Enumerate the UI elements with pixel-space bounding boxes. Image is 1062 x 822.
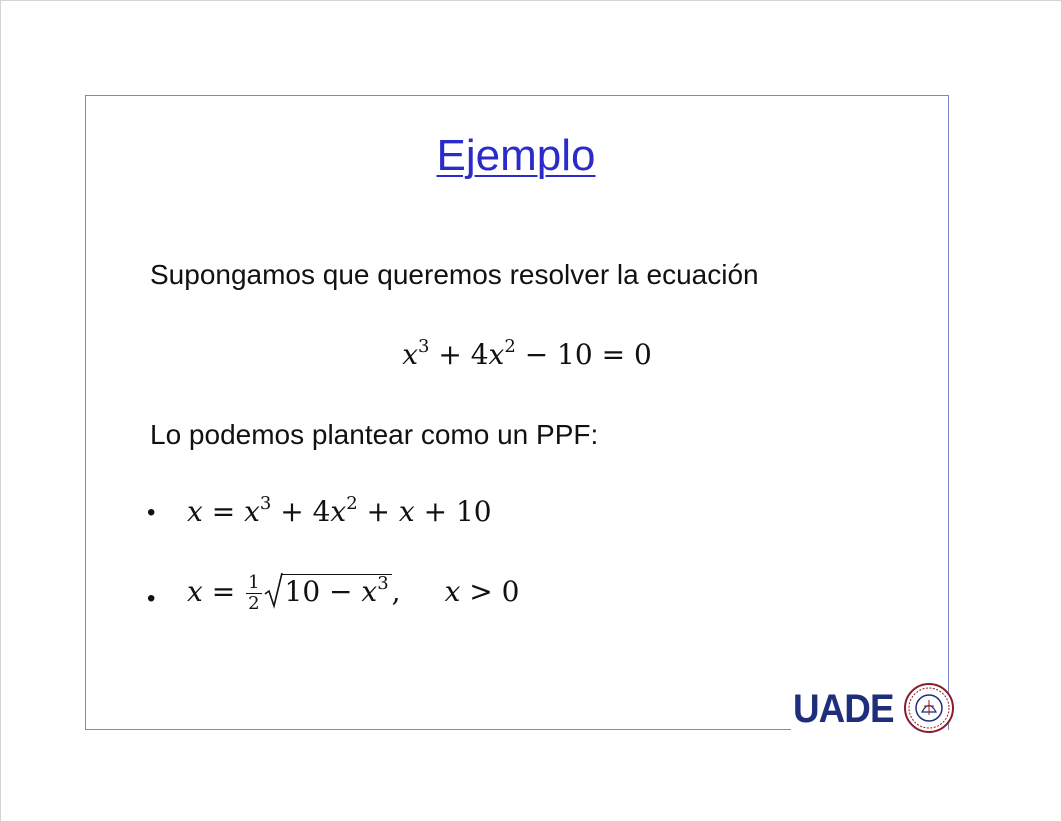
- radical-sign-icon: [264, 570, 284, 610]
- uade-logo-text: UADE: [793, 687, 894, 731]
- b2-fraction: [246, 573, 261, 614]
- b1-t2-exp: 2: [346, 493, 358, 514]
- b2-radicand-x: x: [361, 575, 378, 608]
- bullet-2-equation: [187, 573, 519, 614]
- ppf-text: Lo podemos plantear como un PPF:: [150, 419, 599, 450]
- b1-t2-coef: + 4: [271, 495, 331, 528]
- b2-lhs: x: [187, 575, 203, 608]
- b2-frac-den: 2: [248, 593, 260, 614]
- eq-exp2: 2: [504, 336, 516, 357]
- b2-cond-x: x: [444, 575, 461, 608]
- b2-frac-num: 1: [248, 572, 260, 593]
- main-equation: [1, 338, 1053, 371]
- slide-frame: [85, 95, 949, 730]
- b1-eq: =: [202, 495, 245, 528]
- b1-t1: x: [244, 495, 260, 528]
- slide-title: Ejemplo: [436, 131, 596, 180]
- university-seal-icon: [903, 682, 955, 734]
- bullet-1-marker: •: [147, 499, 156, 526]
- b2-radicand-exp: 3: [377, 573, 389, 594]
- bullet-2-marker: •: [147, 585, 156, 612]
- b2-square-root: [264, 574, 392, 608]
- intro-text: Supongamos que queremos resolver la ecuación: [150, 259, 759, 290]
- b1-t1-exp: 3: [259, 493, 272, 514]
- b1-lhs: x: [187, 495, 203, 528]
- slide-frame-bottom-border: [85, 729, 791, 730]
- bullet-1-equation: [187, 495, 492, 528]
- b2-comma: ,: [391, 575, 401, 608]
- b2-radicand-num: 10 −: [284, 575, 362, 608]
- b1-t3: x: [398, 495, 415, 528]
- b1-t3-op: +: [357, 495, 399, 528]
- eq-rest: − 10 = 0: [515, 338, 652, 371]
- eq-exp3: 3: [418, 336, 430, 357]
- uade-logo: [789, 681, 957, 737]
- eq-plus4: + 4: [429, 338, 489, 371]
- b1-t2: x: [330, 495, 347, 528]
- eq-x: x: [402, 338, 419, 371]
- b2-cond-rest: > 0: [460, 575, 520, 608]
- b2-eq: =: [202, 575, 245, 608]
- b2-radicand: [282, 574, 392, 608]
- eq-x2: x: [488, 338, 505, 371]
- b1-t4: + 10: [414, 495, 492, 528]
